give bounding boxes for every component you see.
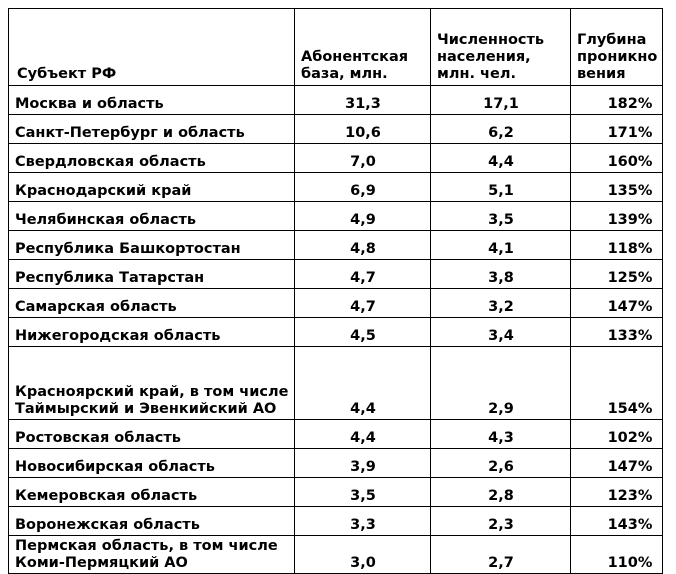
table-row (9, 420, 663, 449)
table-row (9, 536, 663, 574)
penetration-cell: 147% (571, 289, 663, 318)
subscribers-cell: 3,3 (295, 507, 431, 536)
subscribers-cell: 3,0 (295, 536, 431, 574)
penetration-cell: 133% (571, 318, 663, 347)
region-cell: Краснодарский край (9, 173, 295, 202)
penetration-cell: 171% (571, 115, 663, 144)
subscribers-cell: 4,7 (295, 289, 431, 318)
subscribers-cell: 4,9 (295, 202, 431, 231)
subscribers-cell: 31,3 (295, 86, 431, 115)
population-cell: 2,6 (431, 449, 571, 478)
population-cell: 2,9 (431, 347, 571, 420)
population-cell: 2,8 (431, 478, 571, 507)
population-cell: 3,5 (431, 202, 571, 231)
region-cell: Ростовская область (9, 420, 295, 449)
population-cell: 4,4 (431, 144, 571, 173)
region-cell: Москва и область (9, 86, 295, 115)
subscribers-cell: 3,5 (295, 478, 431, 507)
population-cell: 3,4 (431, 318, 571, 347)
penetration-cell: 135% (571, 173, 663, 202)
header-row (9, 9, 663, 86)
population-cell: 2,3 (431, 507, 571, 536)
subscribers-cell: 10,6 (295, 115, 431, 144)
region-cell: Санкт-Петербург и область (9, 115, 295, 144)
population-cell: 5,1 (431, 173, 571, 202)
table-row (9, 507, 663, 536)
penetration-cell: 118% (571, 231, 663, 260)
penetration-cell: 139% (571, 202, 663, 231)
region-cell: Пермская область, в том числе Коми-Пермяцкий АО (9, 536, 295, 574)
table-row (9, 173, 663, 202)
region-cell: Республика Татарстан (9, 260, 295, 289)
region-cell: Новосибирская область (9, 449, 295, 478)
penetration-cell: 154% (571, 347, 663, 420)
table-row (9, 347, 663, 420)
population-cell: 17,1 (431, 86, 571, 115)
penetration-cell: 160% (571, 144, 663, 173)
region-cell: Воронежская область (9, 507, 295, 536)
region-cell: Республика Башкортостан (9, 231, 295, 260)
population-cell: 3,2 (431, 289, 571, 318)
table-row (9, 231, 663, 260)
region-cell: Красноярский край, в том числе Таймырский и Эвенкийский АО (9, 347, 295, 420)
population-cell: 3,8 (431, 260, 571, 289)
subscribers-cell: 4,4 (295, 347, 431, 420)
table-row (9, 449, 663, 478)
penetration-cell: 110% (571, 536, 663, 574)
table-row (9, 115, 663, 144)
subscribers-cell: 4,8 (295, 231, 431, 260)
region-cell: Нижегородская область (9, 318, 295, 347)
table-container (8, 8, 663, 574)
table-row (9, 289, 663, 318)
penetration-cell: 143% (571, 507, 663, 536)
table-row (9, 318, 663, 347)
population-cell: 2,7 (431, 536, 571, 574)
regions-table (8, 8, 663, 574)
table-row (9, 202, 663, 231)
subscribers-cell: 6,9 (295, 173, 431, 202)
subscribers-cell: 4,4 (295, 420, 431, 449)
header-subscribers: Абонентская база, млн. (295, 9, 431, 86)
header-population: Численность населения, млн. чел. (431, 9, 571, 86)
table-row (9, 86, 663, 115)
subscribers-cell: 7,0 (295, 144, 431, 173)
subscribers-cell: 4,7 (295, 260, 431, 289)
region-cell: Самарская область (9, 289, 295, 318)
subscribers-cell: 3,9 (295, 449, 431, 478)
penetration-cell: 147% (571, 449, 663, 478)
penetration-cell: 182% (571, 86, 663, 115)
population-cell: 4,1 (431, 231, 571, 260)
population-cell: 6,2 (431, 115, 571, 144)
header-region: Субъект РФ (9, 9, 295, 86)
region-cell: Свердловская область (9, 144, 295, 173)
penetration-cell: 102% (571, 420, 663, 449)
population-cell: 4,3 (431, 420, 571, 449)
region-cell: Челябинская область (9, 202, 295, 231)
subscribers-cell: 4,5 (295, 318, 431, 347)
header-penetration: Глубина проникно вения (571, 9, 663, 86)
penetration-cell: 123% (571, 478, 663, 507)
region-cell: Кемеровская область (9, 478, 295, 507)
table-row (9, 478, 663, 507)
table-row (9, 260, 663, 289)
penetration-cell: 125% (571, 260, 663, 289)
table-row (9, 144, 663, 173)
